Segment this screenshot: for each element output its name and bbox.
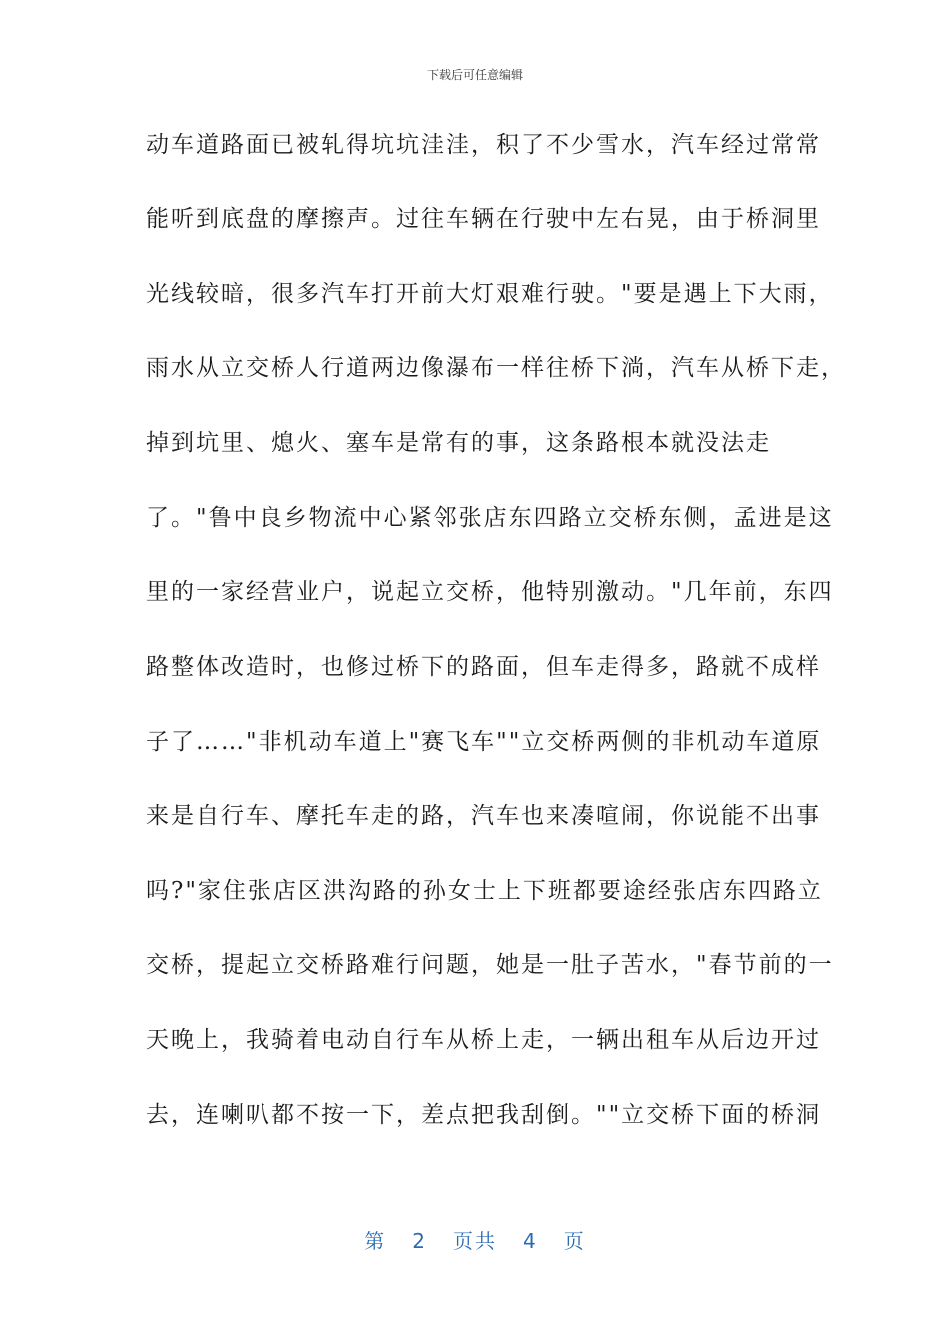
page-footer	[0, 1225, 950, 1254]
page-header: 下载后可任意编辑	[426, 68, 523, 82]
text-line: 了。"鲁中良乡物流中心紧邻张店东四路立交桥东侧，孟进是这	[146, 505, 834, 531]
text-line: 掉到坑里、熄火、塞车是常有的事，这条路根本就没法走	[146, 430, 771, 456]
text-line: 天晚上，我骑着电动自行车从桥上走，一辆出租车从后边开过	[146, 1027, 821, 1053]
text-line: 吗?"家住张店区洪沟路的孙女士上下班都要途经张店东四路立	[146, 878, 823, 904]
text-line: 能听到底盘的摩擦声。过往车辆在行驶中左右晃，由于桥洞里	[146, 206, 821, 232]
text-line: 里的一家经营业户，说起立交桥，他特别激动。"几年前，东四	[146, 579, 834, 605]
footer-prefix: 第	[364, 1229, 387, 1253]
text-line: 路整体改造时，也修过桥下的路面，但车走得多，路就不成样	[146, 654, 821, 680]
text-line: 动车道路面已被轧得坑坑洼洼，积了不少雪水，汽车经过常常	[146, 132, 821, 158]
footer-middle: 页共	[453, 1229, 497, 1253]
footer-total-pages: 4	[523, 1229, 538, 1253]
footer-suffix: 页	[563, 1229, 586, 1253]
text-line: 来是自行车、摩托车走的路，汽车也来凑喧闹，你说能不出事	[146, 803, 821, 829]
text-line: 子了……"非机动车道上"赛飞车""立交桥两侧的非机动车道原	[146, 729, 822, 755]
text-line: 去，连喇叭都不按一下，差点把我刮倒。""立交桥下面的桥洞	[146, 1102, 822, 1128]
text-line: 光线较暗，很多汽车打开前大灯艰难行驶。"要是遇上下大雨，	[146, 281, 834, 307]
text-line: 雨水从立交桥人行道两边像瀑布一样往桥下淌，汽车从桥下走，	[146, 355, 846, 381]
footer-page-number: 2	[412, 1229, 427, 1253]
text-line: 交桥，提起立交桥路难行问题，她是一肚子苦水，"春节前的一	[146, 952, 834, 978]
